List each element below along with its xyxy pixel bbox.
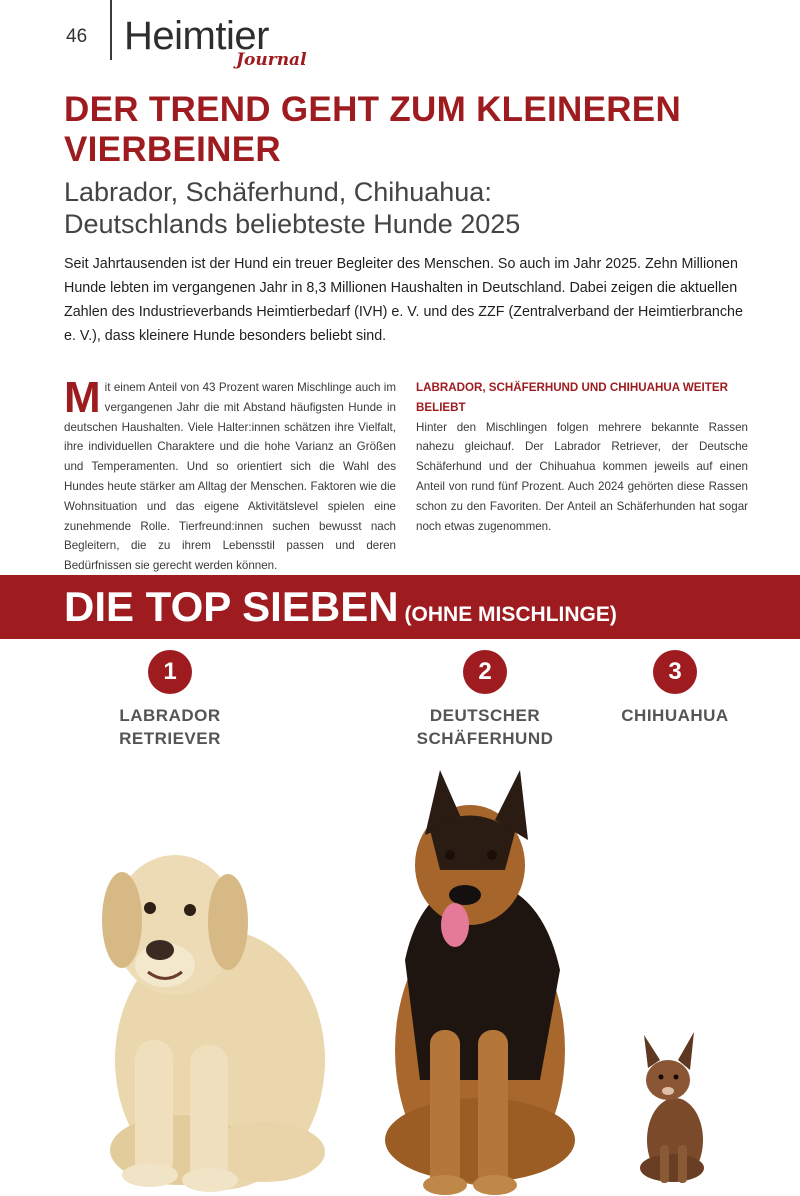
rank-badge: 3 xyxy=(653,650,697,694)
drop-cap: M xyxy=(64,373,101,422)
breed-name-line-1: CHIHUAHUA xyxy=(621,706,729,725)
rank-item-1 xyxy=(70,650,270,760)
breed-name-line-2: SCHÄFERHUND xyxy=(416,729,554,748)
article-subtitle xyxy=(64,176,744,240)
breed-name xyxy=(385,704,585,750)
header-divider xyxy=(110,0,112,60)
rank-badge: 2 xyxy=(463,650,507,694)
banner-heading: DIE TOP SIEBEN xyxy=(64,583,399,630)
labrador-illustration xyxy=(102,855,325,1192)
breed-name xyxy=(575,704,775,727)
chihuahua-illustration xyxy=(640,1032,704,1183)
breed-name xyxy=(70,704,270,750)
article-title: DER TREND GEHT ZUM KLEINEREN VIERBEINER xyxy=(64,90,682,169)
article-intro: Seit Jahrtausenden ist der Hund ein treuer Begleiter des Menschen. So auch im Jahr 2025. Zehn Millionen Hunde lebten im vergangenen Jahr in 8,3 Millionen Haushalten in Deutschland. Dabei zeigen die aktuellen Zahlen des Industrieverbands Heimtierbedarf (IVH) e. V. und des ZZF (Zentralverband der Heimtierbranche e. V.), dass kleinere Hunde besonders beliebt sind. xyxy=(64,256,743,344)
rank-item-3 xyxy=(575,650,775,760)
logo-script: Journal xyxy=(236,50,307,70)
banner-subheading: (OHNE MISCHLINGE) xyxy=(404,603,617,626)
body-text-right: Hinter den Mischlingen folgen mehrere bekannte Rassen nahezu gleichauf. Der Labrador Retriever, der Deutsche Schäferhund und der Chihuahua kommen jeweils auf einen Anteil von rund fünf Prozent. Auch 2024 gehörten diese Rassen schon zu den Favoriten. Der Anteil an Schäferhunden hat sogar noch etwas zugenommen. xyxy=(416,420,748,533)
dogs-photo xyxy=(0,760,800,1196)
breed-name-line-1: LABRADOR xyxy=(119,706,221,725)
page-header xyxy=(0,0,800,80)
body-column-right xyxy=(416,378,748,536)
top-seven-banner xyxy=(0,575,800,639)
rank-badge: 1 xyxy=(148,650,192,694)
magazine-logo xyxy=(124,14,307,70)
section-heading: LABRADOR, SCHÄFERHUND UND CHIHUAHUA WEITER BELIEBT xyxy=(416,381,728,414)
subtitle-line-1: Labrador, Schäferhund, Chihuahua: xyxy=(64,177,492,207)
logo-wordmark: Heimtier xyxy=(124,14,269,58)
shepherd-illustration xyxy=(385,770,575,1195)
breed-name-line-2: RETRIEVER xyxy=(119,729,221,748)
page-number: 46 xyxy=(66,26,88,47)
body-text-left: it einem Anteil von 43 Prozent waren Mischlinge auch im vergangenen Jahr die mit Abstand häufigsten Hunde in deutschen Haushalten. Viele Halter:innen schätzen ihre Vielfalt, ihre individuellen Charaktere und die hohe Varianz an Größen und Temperamenten. Und so orientiert sich die Wahl des Hundes heute stärker am Alltag der Menschen. Faktoren wie die Wohnsituation und das eigene Aktivitätslevel spielen eine zunehmende Rolle. Tierfreund:innen suchen bewusst nach Begleitern, die zu ihrem Lebensstil passen und deren Bedürfnissen sie gerecht werden können. xyxy=(64,381,396,573)
banner-title xyxy=(64,583,617,631)
rank-item-2 xyxy=(385,650,585,760)
body-column-left xyxy=(64,373,396,576)
breed-name-line-1: DEUTSCHER xyxy=(429,706,541,725)
subtitle-line-2: Deutschlands beliebteste Hunde 2025 xyxy=(64,209,521,239)
